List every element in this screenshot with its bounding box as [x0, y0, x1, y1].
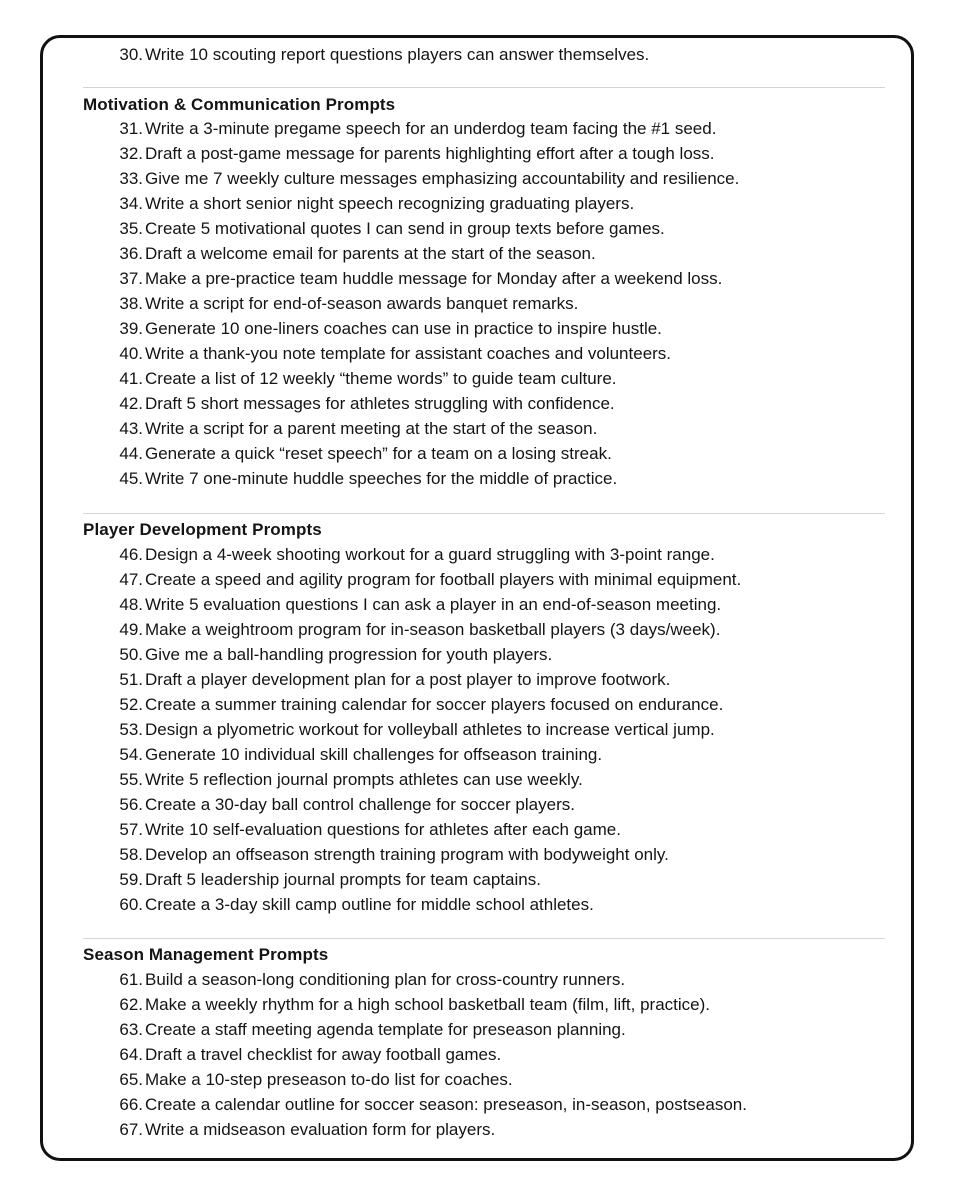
item-number: 46. [119, 545, 143, 564]
list-item [43, 116, 716, 141]
item-number: 66. [119, 1095, 143, 1114]
list-item [43, 1092, 747, 1117]
item-text: Make a pre-practice team huddle message for Monday after a weekend loss. [145, 269, 723, 288]
list-item [43, 842, 669, 867]
item-number: 62. [119, 995, 143, 1014]
item-text: Draft a post-game message for parents highlighting effort after a tough loss. [145, 144, 715, 163]
item-text: Write 5 reflection journal prompts athletes can use weekly. [145, 770, 583, 789]
item-number: 42. [119, 394, 143, 413]
item-text: Write a midseason evaluation form for players. [145, 1120, 496, 1139]
item-number: 41. [119, 369, 143, 388]
item-text: Create a calendar outline for soccer season: preseason, in-season, postseason. [145, 1095, 747, 1114]
item-text: Design a plyometric workout for volleyball athletes to increase vertical jump. [145, 720, 715, 739]
item-text: Create a speed and agility program for football players with minimal equipment. [145, 570, 742, 589]
item-number: 30. [119, 45, 143, 64]
item-text: Build a season-long conditioning plan for cross-country runners. [145, 970, 626, 989]
list-item [43, 542, 715, 567]
item-number: 38. [119, 294, 143, 313]
list-item [43, 692, 723, 717]
item-text: Make a 10-step preseason to-do list for coaches. [145, 1070, 513, 1089]
list-item [43, 667, 670, 692]
item-number: 32. [119, 144, 143, 163]
section-divider [83, 87, 885, 88]
item-text: Draft a travel checklist for away football games. [145, 1045, 502, 1064]
section-heading: Player Development Prompts [83, 520, 322, 539]
item-number: 34. [119, 194, 143, 213]
item-number: 40. [119, 344, 143, 363]
list-item [43, 1042, 501, 1067]
list-item [43, 241, 596, 266]
item-number: 50. [119, 645, 143, 664]
item-number: 59. [119, 870, 143, 889]
item-text: Make a weekly rhythm for a high school basketball team (film, lift, practice). [145, 995, 710, 1014]
item-number: 52. [119, 695, 143, 714]
item-text: Write a short senior night speech recognizing graduating players. [145, 194, 635, 213]
list-item [43, 992, 710, 1017]
list-item [43, 216, 665, 241]
list-item [43, 416, 597, 441]
list-item [43, 592, 721, 617]
item-text: Write a script for end-of-season awards banquet remarks. [145, 294, 579, 313]
item-text: Design a 4-week shooting workout for a guard struggling with 3-point range. [145, 545, 715, 564]
list-item [43, 391, 615, 416]
item-text: Write 7 one-minute huddle speeches for the middle of practice. [145, 469, 618, 488]
item-number: 33. [119, 169, 143, 188]
item-number: 35. [119, 219, 143, 238]
list-item [43, 792, 575, 817]
item-number: 58. [119, 845, 143, 864]
item-number: 67. [119, 1120, 143, 1139]
item-text: Draft a player development plan for a post player to improve footwork. [145, 670, 671, 689]
item-number: 60. [119, 895, 143, 914]
item-number: 57. [119, 820, 143, 839]
list-item [43, 967, 625, 992]
section-divider [83, 513, 885, 514]
list-item [43, 466, 617, 491]
item-number: 54. [119, 745, 143, 764]
item-number: 43. [119, 419, 143, 438]
list-item [43, 642, 552, 667]
list-item [43, 191, 634, 216]
list-item [43, 141, 715, 166]
item-text: Write 10 scouting report questions players can answer themselves. [145, 45, 650, 64]
item-text: Create a 30-day ball control challenge for soccer players. [145, 795, 575, 814]
item-number: 61. [119, 970, 143, 989]
item-number: 65. [119, 1070, 143, 1089]
item-text: Create a summer training calendar for soccer players focused on endurance. [145, 695, 724, 714]
item-text: Create 5 motivational quotes I can send in group texts before games. [145, 219, 665, 238]
item-number: 56. [119, 795, 143, 814]
list-item [43, 617, 720, 642]
list-item [43, 1117, 495, 1142]
item-number: 53. [119, 720, 143, 739]
item-number: 64. [119, 1045, 143, 1064]
item-text: Make a weightroom program for in-season basketball players (3 days/week). [145, 620, 721, 639]
item-text: Generate a quick “reset speech” for a team on a losing streak. [145, 444, 612, 463]
item-number: 51. [119, 670, 143, 689]
list-item [43, 316, 662, 341]
item-text: Draft a welcome email for parents at the start of the season. [145, 244, 596, 263]
item-text: Draft 5 leadership journal prompts for team captains. [145, 870, 541, 889]
item-text: Generate 10 individual skill challenges for offseason training. [145, 745, 603, 764]
item-text: Write 10 self-evaluation questions for athletes after each game. [145, 820, 621, 839]
list-item [43, 166, 739, 191]
item-text: Write a script for a parent meeting at the start of the season. [145, 419, 598, 438]
item-text: Give me 7 weekly culture messages emphasizing accountability and resilience. [145, 169, 740, 188]
item-number: 45. [119, 469, 143, 488]
list-item [43, 341, 671, 366]
item-text: Create a 3-day skill camp outline for middle school athletes. [145, 895, 594, 914]
prompt-list-card [40, 35, 914, 1161]
item-number: 37. [119, 269, 143, 288]
list-item [43, 717, 715, 742]
item-text: Generate 10 one-liners coaches can use in practice to inspire hustle. [145, 319, 662, 338]
list-item [43, 1067, 513, 1092]
item-number: 44. [119, 444, 143, 463]
section-heading: Season Management Prompts [83, 945, 329, 964]
list-item [43, 42, 649, 67]
item-number: 49. [119, 620, 143, 639]
section-heading: Motivation & Communication Prompts [83, 95, 396, 114]
item-number: 39. [119, 319, 143, 338]
section-divider [83, 938, 885, 939]
list-item [43, 441, 612, 466]
item-text: Write 5 evaluation questions I can ask a player in an end-of-season meeting. [145, 595, 722, 614]
list-item [43, 291, 578, 316]
item-number: 31. [119, 119, 143, 138]
item-text: Create a list of 12 weekly “theme words” to guide team culture. [145, 369, 617, 388]
item-number: 47. [119, 570, 143, 589]
item-number: 63. [119, 1020, 143, 1039]
item-text: Give me a ball-handling progression for youth players. [145, 645, 553, 664]
item-text: Draft 5 short messages for athletes struggling with confidence. [145, 394, 615, 413]
list-item [43, 366, 617, 391]
item-number: 55. [119, 770, 143, 789]
list-item [43, 767, 583, 792]
list-item [43, 817, 621, 842]
item-number: 48. [119, 595, 143, 614]
item-text: Write a 3-minute pregame speech for an underdog team facing the #1 seed. [145, 119, 717, 138]
item-text: Write a thank-you note template for assistant coaches and volunteers. [145, 344, 672, 363]
item-text: Create a staff meeting agenda template for preseason planning. [145, 1020, 626, 1039]
list-item [43, 742, 602, 767]
list-item [43, 867, 541, 892]
list-item [43, 892, 594, 917]
item-number: 36. [119, 244, 143, 263]
list-item [43, 567, 741, 592]
list-item [43, 266, 722, 291]
item-text: Develop an offseason strength training program with bodyweight only. [145, 845, 669, 864]
list-item [43, 1017, 626, 1042]
